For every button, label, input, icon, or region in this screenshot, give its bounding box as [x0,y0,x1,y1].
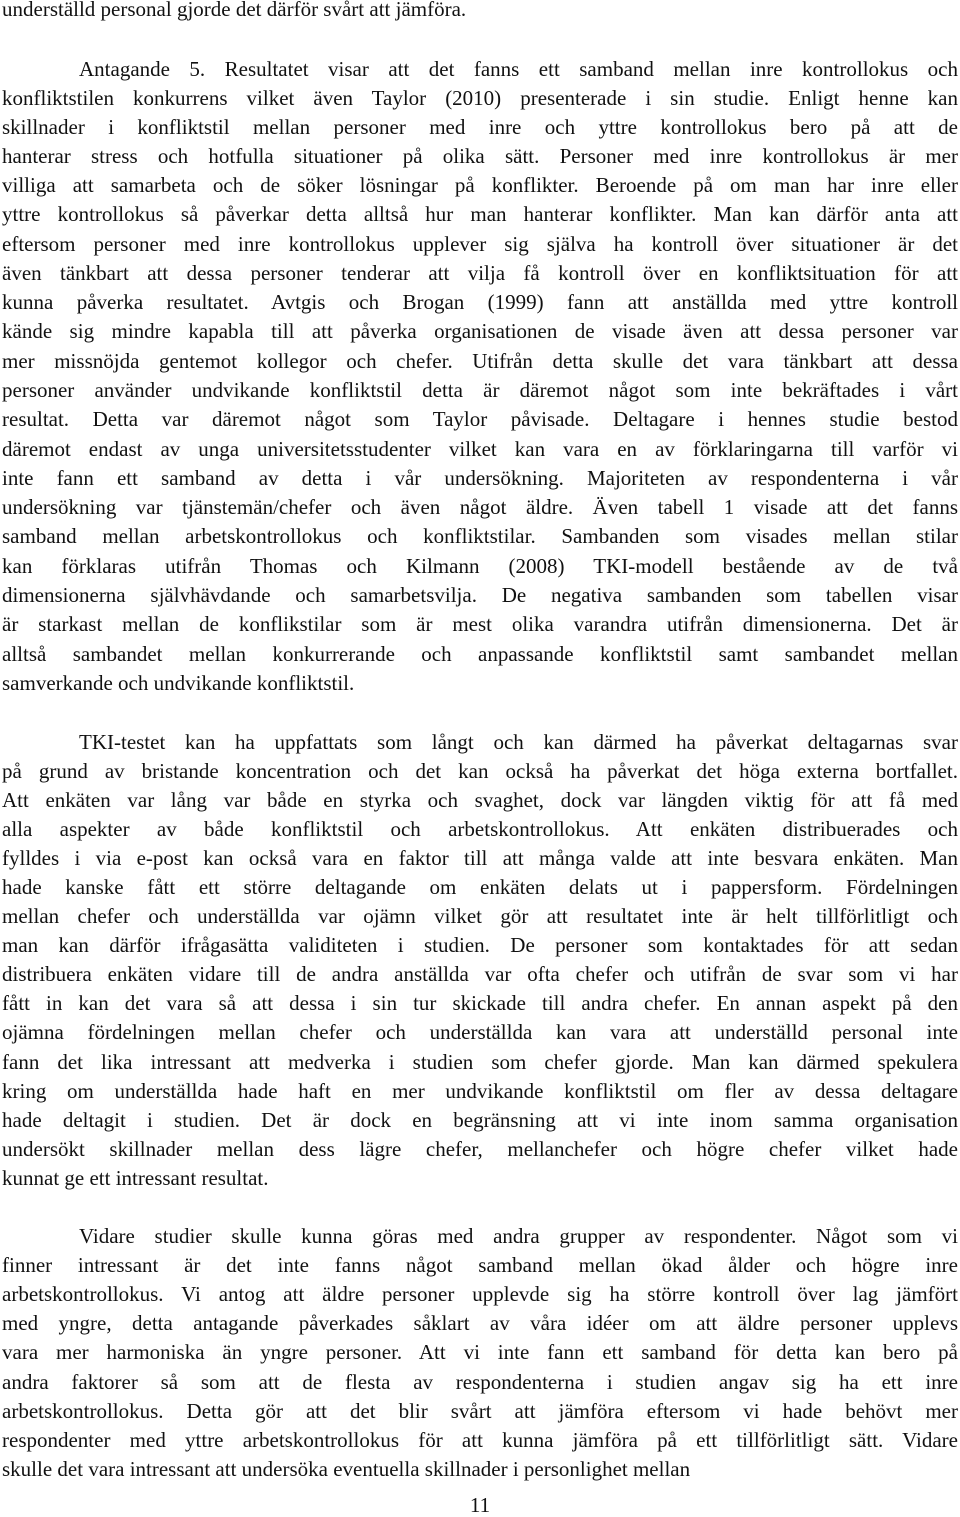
text-line: yttre kontrollokus så påverkar detta alltså hur man hanterar konflikter. Man kan därför anta att [2,202,958,226]
text-line: vara mer harmoniska än yngre personer. Att vi inte fann ett samband för detta kan bero på [2,1340,958,1364]
text-line: alla aspekter av både konfliktstil och arbetskontrollokus. Att enkäten distribuerades och [2,817,958,841]
text-line: TKI-testet kan ha uppfattats som långt och kan därmed ha påverkat deltagarnas svar [79,730,958,754]
text-line: är starkast mellan de konflikstilar som är mest olika varandra utifrån dimensionerna. Det är [2,612,958,636]
text-line: inte fann ett samband av detta i vår undersökning. Majoriteten av respondenterna i vår [2,466,958,490]
text-line: även tänkbart att dessa personer tenderar att vilja få kontroll över en konfliktsituation för att [2,261,958,285]
text-line: distribuera enkäten vidare till de andra anställda var ofta chefer och utifrån de svar som vi har [2,962,958,986]
text-line: resultat. Detta var däremot något som Taylor påvisade. Deltagare i hennes studie bestod [2,407,958,431]
text-line: på grund av bristande koncentration och det kan också ha påverkat det höga externa bortfallet. [2,759,958,783]
text-line: dimensionerna självhävdande och samarbetsvilja. De negativa sambanden som tabellen visar [2,583,958,607]
text-line: kunna påverka resultatet. Avtgis och Brogan (1999) fann att anställda med yttre kontroll [2,290,958,314]
text-line: undersökt skillnader mellan dess lägre chefer, mellanchefer och högre chefer vilket hade [2,1137,958,1161]
text-line: mellan chefer och underställda var ojämn vilket gör att resultatet inte är helt tillförlitligt och [2,904,958,928]
text-line: personer använder undvikande konfliktstil detta är däremot något som inte bekräftades i vårt [2,378,958,402]
text-line: underställd personal gjorde det därför svårt att jämföra. [2,0,467,21]
text-line: skulle det vara intressant att undersöka eventuella skillnader i personlighet mellan [2,1457,691,1481]
text-line: samband mellan arbetskontrollokus och konfliktstilar. Sambanden som visades mellan stilar [2,524,958,548]
text-line: andra faktorer så som att de flesta av respondenterna i studien angav sig ha ett inre [2,1370,958,1394]
text-line: samverkande och undvikande konfliktstil. [2,671,355,695]
text-line: man kan därför ifrågasätta validiteten i studien. De personer som kontaktades för att sedan [2,933,958,957]
text-line: kände sig mindre kapabla till att påverka organisationen de visade även att dessa personer var [2,319,958,343]
text-line: fått in kan det vara så att dessa i sin tur skickade till andra chefer. En annan aspekt på den [2,991,958,1015]
text-line: Att enkäten var lång var både en styrka och svaghet, dock var längden viktig för att få med [2,788,958,812]
text-line: ojämna fördelningen mellan chefer och underställda kan vara att underställd personal inte [2,1020,958,1044]
text-line: mer missnöjda gentemot kollegor och chefer. Utifrån detta skulle det vara tänkbart att dessa [2,349,958,373]
text-line: fann det lika intressant att medverka i studien som chefer gjorde. Man kan därmed spekulera [2,1050,958,1074]
text-line: arbetskontrollokus. Vi antog att äldre personer upplevde sig ha större kontroll över lag jämfört [2,1282,958,1306]
text-line: hanterar stress och hotfulla situationer på olika sätt. Personer med inre kontrollokus är mer [2,144,958,168]
text-line: alltså sambandet mellan konkurrerande och anpassande konfliktstil samt sambandet mellan [2,642,958,666]
text-line: kunnat ge ett intressant resultat. [2,1166,269,1190]
text-line: villiga att samarbeta och de söker lösningar på konflikter. Beroende på om man har inre eller [2,173,958,197]
text-line: hade kanske fått ett större deltagande om enkäten delats ut i pappersform. Fördelningen [2,875,958,899]
text-line: däremot endast av unga universitetsstudenter vilket kan vara en av förklaringarna till varför vi [2,437,958,461]
text-line: finner intressant är det inte fanns något samband mellan ökad ålder och högre inre [2,1253,958,1277]
text-line: kring om underställda hade haft en mer undvikande konfliktstil om fler av dessa deltagare [2,1079,958,1103]
text-line: fylldes i via e-post kan också vara en faktor till att många valde att inte besvara enkäten. Man [2,846,958,870]
text-line: skillnader i konfliktstil mellan personer med inre och yttre kontrollokus bero på att de [2,115,958,139]
text-line: arbetskontrollokus. Detta gör att det blir svårt att jämföra eftersom vi hade behövt mer [2,1399,958,1423]
text-line: med yngre, detta antagande påverkades såklart av våra idéer om att äldre personer upplevs [2,1311,958,1335]
text-line: Antagande 5. Resultatet visar att det fanns ett samband mellan inre kontrollokus och [79,57,958,81]
text-line: undersökning var tjänstemän/chefer och även något äldre. Även tabell 1 visade att det fanns [2,495,958,519]
text-line: kan förklaras utifrån Thomas och Kilmann (2008) TKI-modell bestående av de två [2,554,958,578]
page-number: 11 [469,1493,491,1517]
text-line: Vidare studier skulle kunna göras med andra grupper av respondenter. Något som vi [79,1224,958,1248]
text-line: konfliktstilen konkurrens vilket även Taylor (2010) presenterade i sin studie. Enligt henne kan [2,86,958,110]
text-line: respondenter med yttre arbetskontrollokus för att kunna jämföra på ett tillförlitligt sätt. Vidare [2,1428,958,1452]
text-line: eftersom personer med inre kontrollokus upplever sig själva ha kontroll över situationer är det [2,232,958,256]
text-line: hade deltagit i studien. Det är dock en begränsning att vi inte inom samma organisation [2,1108,958,1132]
